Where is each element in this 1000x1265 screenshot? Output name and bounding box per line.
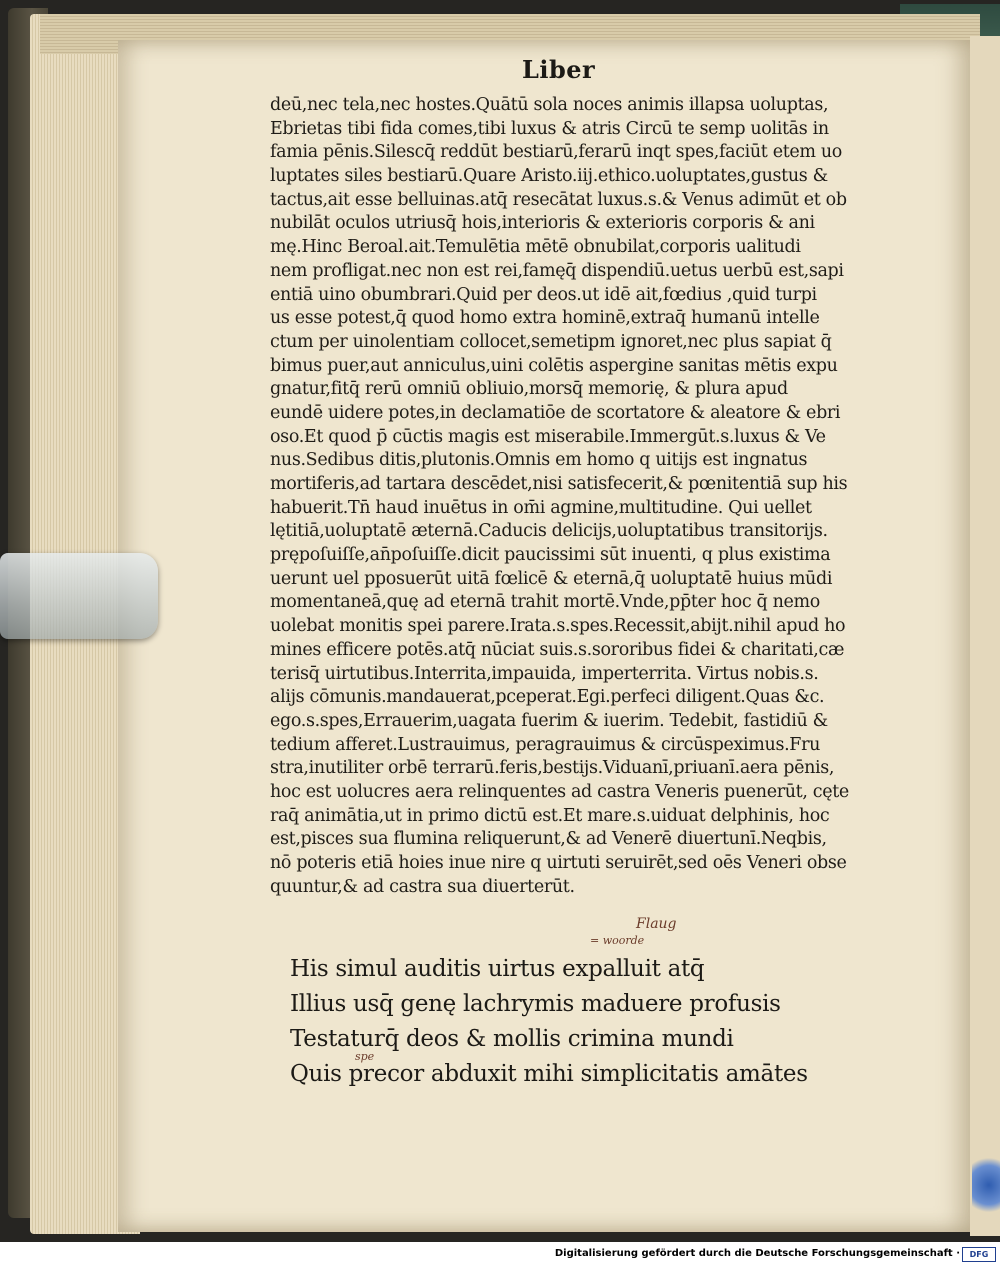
verse-line: Illius usq̄ genę lachrymis maduere profusis xyxy=(290,991,781,1017)
prose-line: ego.s.spes,Errauerim,uagata fuerim & iuerim. Tedebit, fastidiū & xyxy=(270,710,828,731)
prose-line: oso.Et quod p̄ cūctis magis est miserabile.Immergūt.s.luxus & Ve xyxy=(270,426,826,447)
prose-line: mortiferis,ad tartara descēdet,nisi satisfecerit,& pœnitentiā sup his xyxy=(270,474,848,494)
prose-line: mines efficere potēs.atq̄ nūciat suis.s.sororibus fidei & charitati,cæ xyxy=(270,639,845,660)
prose-line: raq̄ animātia,ut in primo dictū est.Et mare.s.uiduat delphinis, hoc xyxy=(270,805,830,826)
ink-stain xyxy=(972,1150,1000,1220)
page-clip xyxy=(0,553,158,639)
prose-line: lętitiā,uoluptatē æternā.Caducis delicijs,uoluptatibus transitorijs. xyxy=(270,521,828,542)
prose-line: momentaneā,quę ad eternā trahit mortē.Vnde,pp̄ter hoc q̄ nemo xyxy=(270,592,820,613)
prose-line: ctum per uinolentiam collocet,semetipm ignoret,nec plus sapiat q̄ xyxy=(270,331,832,352)
running-header: Liber xyxy=(522,55,596,84)
prose-line: nō poteris etiā hoies inue nire q uirtuti seruirēt,sed oēs Veneri obse xyxy=(270,853,847,873)
prose-line: famia pēnis.Silescq̄ reddūt bestiarū,ferarū inqt spes,faciūt etem uo xyxy=(270,142,842,163)
prose-line: us esse potest,q̄ quod homo extra hominē,extraq̄ humanū intelle xyxy=(270,308,820,329)
prose-line: luptates siles bestiarū.Quare Aristo.iij.ethico.uoluptates,gustus & xyxy=(270,166,828,187)
prose-line: nubilāt oculos utriusq̄ hois,interioris & exterioris corporis & ani xyxy=(270,213,815,234)
prose-line: mę.Hinc Beroal.ait.Temulētia mētē obnubilat,corporis ualitudi xyxy=(270,237,801,258)
prose-line: uolebat monitis spei parere.Irata.s.spes.Recessit,abijt.nihil apud ho xyxy=(270,616,846,637)
prose-line: nem profligat.nec non est rei,famęq̄ dispendiū.uetus uerbū est,sapi xyxy=(270,260,844,281)
prose-line: stra,inutiliter orbē terrarū.feris,bestijs.Viduanī,priuanī.aera pēnis, xyxy=(270,758,835,779)
verse-line: Quis precor abduxit mihi simplicitatis amātes xyxy=(290,1061,808,1087)
margin-note: Flaug xyxy=(636,916,677,932)
funding-credit: Digitalisierung gefördert durch die Deutsche Forschungsgemeinschaft · xyxy=(554,1248,960,1259)
prose-line: Ebrietas tibi fida comes,tibi luxus & atris Circū te semp uolitās in xyxy=(270,118,829,139)
prose-line: bimus puer,aut anniculus,uini colētis aspergine sanitas mētis expu xyxy=(270,355,838,376)
prose-line: tactus,ait esse belluinas.atq̄ resecātat luxus.s.& Venus adimūt et ob xyxy=(270,189,847,210)
prose-line: gnatur,fitq̄ rerū omniū obliuio,morsq̄ memorię, & plura apud xyxy=(270,379,788,400)
facing-page-edge xyxy=(970,36,1000,1236)
prose-line: terisq̄ uirtutibus.Interrita,impauida, imperterrita. Virtus nobis.s. xyxy=(270,663,819,684)
prose-line: tedium afferet.Lustrauimus, peragrauimus & circūspeximus.Fru xyxy=(270,734,821,755)
prose-line: quuntur,& ad castra sua diuerterūt. xyxy=(270,876,575,897)
verse-line: Testaturq̄ deos & mollis crimina mundi xyxy=(290,1026,734,1052)
prose-line: est,pisces sua flumina reliquerunt,& ad Venerē diuertunī.Neqbis, xyxy=(270,829,827,850)
interlinear-note: spe xyxy=(355,1050,375,1063)
prose-line: entiā uino obumbrari.Quid per deos.ut idē ait,fœdius ,quid turpi xyxy=(270,284,817,305)
dfg-logo-text: DFG xyxy=(969,1250,989,1259)
prose-line: alijs cōmunis.mandauerat,pceperat.Egi.perfeci diligent.Quas &c. xyxy=(270,687,825,708)
prose-line: deū,nec tela,nec hostes.Quātū sola noces animis illapsa uoluptas, xyxy=(270,95,829,115)
prose-line: hoc est uolucres aera relinquentes ad castra Veneris puenerūt, cęte xyxy=(270,781,849,802)
prose-line: prępoſuiſſe,an̄poſuiſſe.dicit paucissimi sūt inuenti, q plus existima xyxy=(270,545,831,566)
prose-line: eundē uidere potes,in declamatiōe de scortatore & aleatore & ebri xyxy=(270,402,841,423)
prose-line: uerunt uel pposuerūt uitā fœlicē & eternā,q̄ uoluptatē huius mūdi xyxy=(270,568,833,589)
prose-line: nus.Sedibus ditis,plutonis.Omnis em homo q uitijs est ingnatus xyxy=(270,450,808,471)
verse-line: His simul auditis uirtus expalluit atq̄ xyxy=(290,956,705,982)
prose-commentary xyxy=(270,94,910,899)
prose-line: habuerit.Tn̄ haud inuētus in om̄i agmine,multitudine. Qui uellet xyxy=(270,497,812,518)
margin-note-2: = woorde xyxy=(590,934,645,947)
verse-block xyxy=(290,952,850,1092)
dfg-logo xyxy=(962,1247,996,1262)
